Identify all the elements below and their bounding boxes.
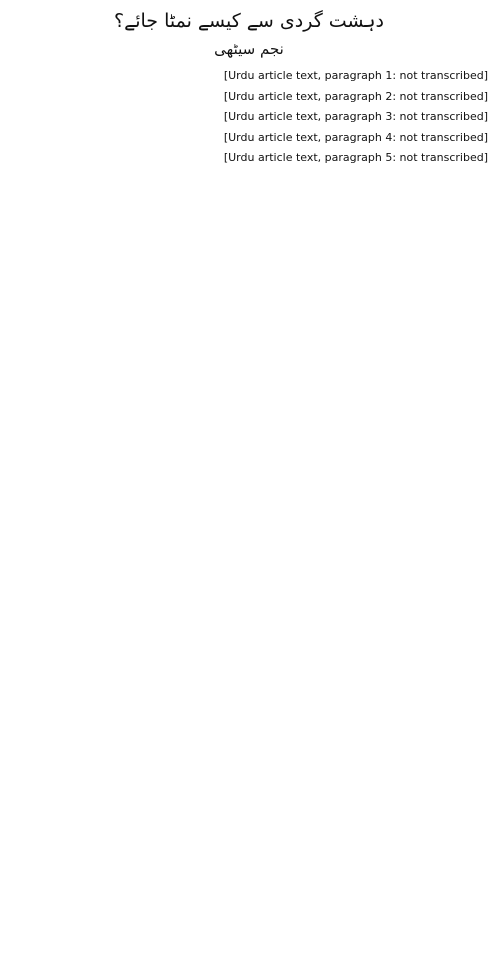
article-paragraph: [Urdu article text, paragraph 3: not transcribed] bbox=[223, 110, 488, 124]
article-paragraph: [Urdu article text, paragraph 5: not transcribed] bbox=[223, 151, 488, 165]
article-paragraph: [Urdu article text, paragraph 1: not transcribed] bbox=[223, 69, 488, 82]
article-author: نجم سیٹھی bbox=[214, 40, 284, 58]
article-body bbox=[10, 68, 488, 167]
article-paragraph: [Urdu article text, paragraph 4: not transcribed] bbox=[223, 130, 488, 144]
article-title: دہشت گردی سے کیسے نمٹا جائے؟ bbox=[113, 10, 384, 32]
article-paragraph: [Urdu article text, paragraph 2: not transcribed] bbox=[223, 89, 488, 103]
